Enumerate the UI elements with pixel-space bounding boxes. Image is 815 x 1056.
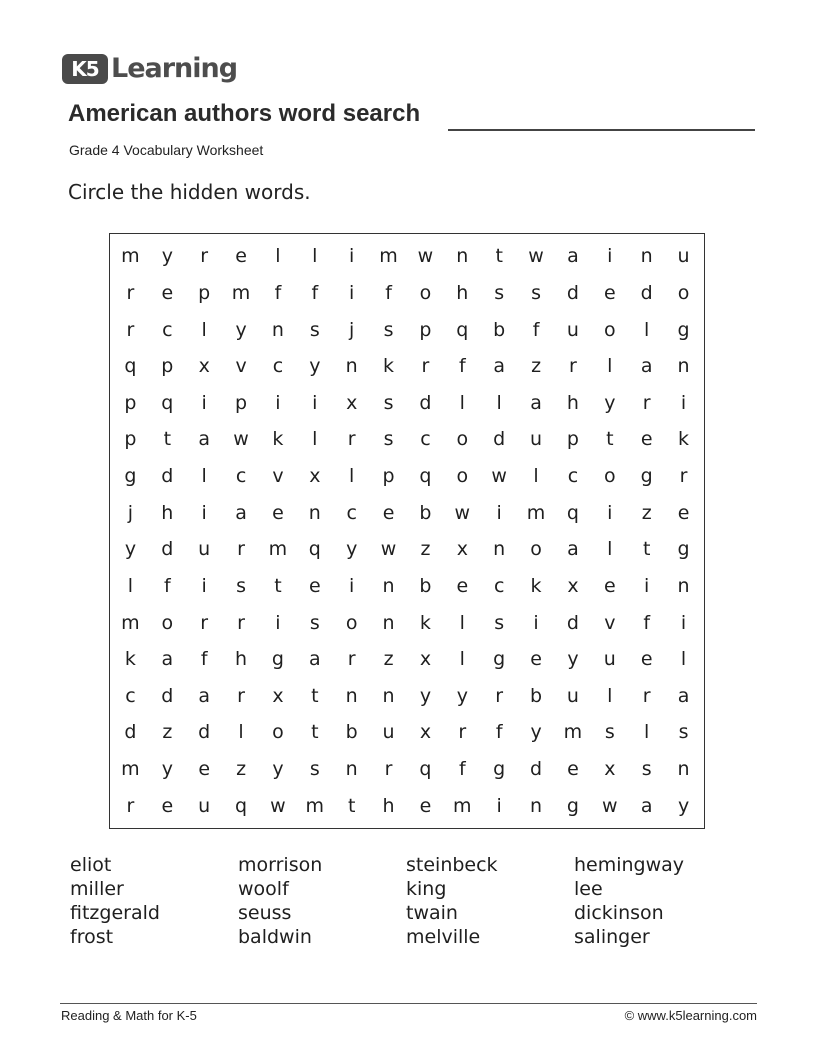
grid-letter: m <box>379 245 398 268</box>
grid-letter: k <box>530 574 542 597</box>
grid-letter: i <box>201 391 207 414</box>
grid-letter: l <box>238 721 244 744</box>
grid-letter: c <box>493 574 505 597</box>
grid-letter: y <box>161 758 173 781</box>
grid-letter: f <box>458 758 466 781</box>
grid-letter: l <box>680 648 687 671</box>
grid-letter: u <box>566 318 579 341</box>
word-list-item: melville <box>406 926 481 948</box>
grid-letter: y <box>604 391 616 414</box>
grid-letter: w <box>270 794 286 817</box>
grid-letter: a <box>198 428 211 451</box>
grid-letter: a <box>567 245 579 268</box>
grid-letter: g <box>640 465 653 488</box>
grid-letter: o <box>345 611 358 634</box>
grid-letter: l <box>312 245 318 268</box>
grid-letter: x <box>419 721 432 744</box>
word-list-item: lee <box>574 878 603 900</box>
grid-letter: s <box>604 721 615 744</box>
grid-letter: t <box>606 428 614 451</box>
grid-letter: i <box>533 611 539 634</box>
grid-letter: t <box>642 538 651 561</box>
grid-letter: x <box>309 465 321 488</box>
grid-letter: v <box>604 611 616 634</box>
footer-website: © www.k5learning.com <box>624 1008 757 1023</box>
grid-letter: i <box>312 391 318 414</box>
grid-letter: o <box>456 465 469 488</box>
grid-letter: r <box>126 318 135 341</box>
grid-letter: v <box>272 465 284 488</box>
grid-letter: i <box>201 501 207 524</box>
grid-letter: r <box>569 355 577 378</box>
grid-letter: q <box>419 758 432 781</box>
grid-letter: g <box>271 648 284 671</box>
grid-letter: e <box>677 501 690 524</box>
grid-letter: p <box>235 391 248 414</box>
word-list-item: morrison <box>238 854 323 876</box>
grid-letter: r <box>495 684 504 707</box>
grid-letter: z <box>383 648 394 671</box>
grid-letter: s <box>236 574 247 597</box>
grid-letter: k <box>383 355 395 378</box>
grid-letter: d <box>493 428 506 451</box>
grid-letter: b <box>493 318 506 341</box>
grid-letter: j <box>349 318 355 341</box>
grid-letter: v <box>235 355 247 378</box>
word-search-grid <box>109 233 705 829</box>
grid-letter: o <box>677 281 690 304</box>
k5-learning-logo <box>62 44 237 84</box>
grid-letter: o <box>161 611 174 634</box>
grid-letter: e <box>419 794 432 817</box>
grid-letter: r <box>126 794 135 817</box>
grid-letter: l <box>349 465 355 488</box>
grid-letter: w <box>233 428 249 451</box>
grid-letter: o <box>604 465 616 488</box>
grid-letter: i <box>275 611 281 634</box>
grid-letter: g <box>124 465 137 488</box>
grid-letter: c <box>125 684 136 707</box>
grid-letter: i <box>349 281 355 304</box>
grid-letter: e <box>640 428 653 451</box>
grid-letter: b <box>419 501 432 524</box>
grid-letter: g <box>493 758 506 781</box>
grid-letter: f <box>163 574 171 597</box>
grid-letter: a <box>640 794 653 817</box>
grid-letter: s <box>309 318 320 341</box>
grid-letter: w <box>454 501 471 524</box>
grid-letter: n <box>308 501 321 524</box>
grid-letter: w <box>602 794 618 817</box>
grid-letter: a <box>640 355 653 378</box>
grid-letter: e <box>640 648 653 671</box>
grid-letter: c <box>420 428 431 451</box>
grid-letter: l <box>644 318 650 341</box>
grid-letter: l <box>607 538 613 561</box>
word-list-item: dickinson <box>574 902 664 924</box>
grid-letter: l <box>459 611 465 634</box>
grid-letter: n <box>456 245 469 268</box>
grid-letter: o <box>272 721 284 744</box>
grid-letter: m <box>305 794 325 817</box>
grid-letter: t <box>311 684 319 707</box>
grid-letter: e <box>603 281 616 304</box>
grid-letter: j <box>127 501 134 524</box>
grid-letter: u <box>677 245 690 268</box>
grid-letter: n <box>382 611 395 634</box>
grid-letter: h <box>456 281 469 304</box>
grid-letter: e <box>308 574 321 597</box>
grid-letter: s <box>309 611 320 634</box>
footer-tagline: Reading & Math for K-5 <box>61 1008 197 1023</box>
grid-letter: r <box>642 391 651 414</box>
logo-badge: K5 <box>62 54 108 84</box>
word-list-item: salinger <box>574 926 650 948</box>
grid-letter: q <box>419 465 432 488</box>
grid-letter: n <box>345 758 358 781</box>
grid-letter: f <box>532 318 540 341</box>
grid-letter: u <box>198 538 211 561</box>
grid-letter: r <box>237 611 245 634</box>
grid-letter: y <box>309 355 321 378</box>
grid-letter: d <box>161 538 174 561</box>
grid-letter: t <box>274 574 282 597</box>
grid-letter: e <box>161 794 174 817</box>
grid-letter: n <box>271 318 284 341</box>
grid-letter: k <box>419 611 431 634</box>
grid-letter: c <box>346 501 357 524</box>
grid-letter: n <box>345 684 358 707</box>
grid-letter: b <box>345 721 358 744</box>
grid-letter: q <box>308 538 321 561</box>
word-list-item: miller <box>70 878 124 900</box>
grid-letter: t <box>495 245 503 268</box>
grid-letter: d <box>640 281 653 304</box>
grid-letter: q <box>456 318 469 341</box>
grid-letter: h <box>161 501 174 524</box>
grid-letter: m <box>268 538 288 561</box>
grid-letter: r <box>347 428 356 451</box>
grid-letter: x <box>198 355 210 378</box>
word-list-item: frost <box>70 926 114 948</box>
grid-letter: d <box>198 721 211 744</box>
grid-letter: n <box>382 574 395 597</box>
grid-letter: y <box>161 245 173 268</box>
grid-letter: i <box>607 501 613 524</box>
grid-letter: a <box>493 355 506 378</box>
word-list-item: twain <box>406 902 458 924</box>
grid-letter: o <box>419 281 432 304</box>
grid-letter: s <box>494 611 505 634</box>
footer-divider <box>60 1003 757 1004</box>
grid-letter: l <box>312 428 318 451</box>
grid-letter: b <box>419 574 432 597</box>
grid-letter: h <box>566 391 579 414</box>
grid-letter: x <box>272 684 284 707</box>
grid-letter: p <box>161 355 174 378</box>
grid-letter: n <box>530 794 543 817</box>
grid-letter: w <box>380 538 397 561</box>
grid-letter: y <box>677 794 690 817</box>
grid-letter: a <box>235 501 247 524</box>
grid-letter: s <box>531 281 542 304</box>
grid-letter: d <box>419 391 432 414</box>
grid-letter: z <box>162 721 173 744</box>
grid-letter: k <box>124 648 136 671</box>
grid-letter: z <box>420 538 431 561</box>
grid-letter: p <box>419 318 432 341</box>
grid-letter: u <box>566 684 579 707</box>
grid-letter: o <box>604 318 616 341</box>
grid-letter: a <box>567 538 579 561</box>
grid-letter: y <box>346 538 358 561</box>
grid-letter: r <box>458 721 467 744</box>
grid-letter: c <box>162 318 173 341</box>
grid-letter: i <box>680 391 687 414</box>
grid-letter: y <box>456 684 468 707</box>
grid-letter: n <box>640 245 653 268</box>
grid-letter: q <box>124 355 137 378</box>
grid-letter: c <box>235 465 247 488</box>
grid-letter: f <box>643 611 651 634</box>
grid-letter: s <box>309 758 320 781</box>
grid-letter: n <box>493 538 506 561</box>
grid-letter: o <box>456 428 469 451</box>
grid-letter: l <box>533 465 539 488</box>
grid-letter: m <box>563 721 583 744</box>
grid-letter: d <box>530 758 543 781</box>
grid-letter: e <box>198 758 211 781</box>
grid-letter: r <box>384 758 393 781</box>
grid-letter: y <box>567 648 579 671</box>
grid-letter: e <box>161 281 174 304</box>
grid-letter: r <box>126 281 135 304</box>
grid-letter: r <box>642 684 651 707</box>
grid-letter: u <box>382 721 395 744</box>
grid-letter: c <box>272 355 284 378</box>
grid-letter: l <box>127 574 134 597</box>
grid-letter: x <box>604 758 616 781</box>
grid-letter: p <box>198 281 211 304</box>
grid-letter: z <box>236 758 247 781</box>
grid-letter: e <box>235 245 247 268</box>
word-list-item: hemingway <box>574 854 685 876</box>
grid-letter: l <box>275 245 281 268</box>
grid-letter: r <box>200 245 209 268</box>
grid-letter: e <box>456 574 469 597</box>
grid-letter: k <box>272 428 284 451</box>
grid-letter: i <box>496 794 502 817</box>
grid-letter: y <box>530 721 542 744</box>
grid-letter: k <box>678 428 690 451</box>
grid-letter: m <box>453 794 472 817</box>
grid-letter: e <box>567 758 579 781</box>
grid-letter: w <box>491 465 507 488</box>
word-list-item: king <box>406 878 447 900</box>
grid-letter: w <box>528 245 544 268</box>
grid-letter: n <box>677 574 690 597</box>
grid-letter: e <box>530 648 542 671</box>
grid-letter: s <box>641 758 652 781</box>
grid-letter: p <box>124 391 137 414</box>
grid-letter: a <box>308 648 321 671</box>
word-list-item: eliot <box>70 854 112 876</box>
grid-letter: e <box>382 501 395 524</box>
grid-letter: i <box>275 391 281 414</box>
grid-letter: n <box>345 355 358 378</box>
grid-letter: p <box>382 465 395 488</box>
grid-letter: i <box>349 245 355 268</box>
grid-letter: d <box>566 611 579 634</box>
grid-letter: l <box>201 318 207 341</box>
grid-letter: p <box>124 428 137 451</box>
grid-letter: g <box>677 318 690 341</box>
grid-letter: f <box>385 281 392 304</box>
word-list-item: steinbeck <box>406 854 498 876</box>
grid-letter: f <box>311 281 319 304</box>
grid-letter: o <box>530 538 542 561</box>
logo-text: Learning <box>111 53 238 84</box>
grid-letter: d <box>161 684 174 707</box>
grid-letter: x <box>567 574 579 597</box>
word-list <box>70 854 750 950</box>
grid-letter: a <box>198 684 211 707</box>
grid-letter: l <box>459 648 465 671</box>
grid-letter: s <box>678 721 689 744</box>
grid-letter: n <box>677 355 690 378</box>
grid-letter: a <box>677 684 690 707</box>
grid-letter: l <box>496 391 502 414</box>
grid-letter: i <box>496 501 502 524</box>
grid-letter: z <box>641 501 652 524</box>
grid-letter: l <box>607 684 613 707</box>
grid-letter: l <box>644 721 650 744</box>
grid-letter: l <box>459 391 465 414</box>
grid-letter: y <box>124 538 137 561</box>
grid-letter: t <box>347 794 356 817</box>
grid-letter: i <box>201 574 207 597</box>
grid-letter: y <box>419 684 432 707</box>
grid-letter: f <box>495 721 503 744</box>
grid-letter: f <box>458 355 466 378</box>
grid-letter: s <box>383 318 394 341</box>
grid-letter: g <box>566 794 579 817</box>
instructions: Circle the hidden words. <box>68 180 311 204</box>
grid-letter: m <box>526 501 546 524</box>
grid-letter: u <box>603 648 616 671</box>
page-title: American authors word search <box>68 100 421 127</box>
grid-letter: i <box>607 245 613 268</box>
grid-letter: t <box>163 428 172 451</box>
grid-letter: r <box>347 648 356 671</box>
grid-letter: x <box>419 648 432 671</box>
grid-letter: q <box>566 501 579 524</box>
word-list-item: baldwin <box>238 926 312 948</box>
grid-letter: x <box>456 538 468 561</box>
grid-letter: r <box>421 355 430 378</box>
grid-letter: r <box>237 538 245 561</box>
grid-letter: i <box>349 574 355 597</box>
grid-letter: e <box>603 574 616 597</box>
grid-letter: f <box>274 281 282 304</box>
grid-letter: e <box>272 501 284 524</box>
page-subtitle: Grade 4 Vocabulary Worksheet <box>69 142 264 158</box>
grid-letter: b <box>530 684 543 707</box>
grid-letter: r <box>237 684 245 707</box>
grid-letter: r <box>679 465 688 488</box>
grid-letter: l <box>201 465 207 488</box>
grid-letter: i <box>680 611 687 634</box>
grid-letter: d <box>124 721 137 744</box>
grid-letter: d <box>161 465 174 488</box>
grid-letter: r <box>200 611 209 634</box>
grid-letter: d <box>566 281 579 304</box>
grid-letter: u <box>530 428 543 451</box>
grid-letter: h <box>382 794 395 817</box>
grid-letter: n <box>677 758 690 781</box>
title-underline <box>448 129 755 131</box>
grid-letter: q <box>161 391 174 414</box>
grid-letter: m <box>121 245 140 268</box>
grid-letter: q <box>235 794 248 817</box>
grid-letter: f <box>200 648 208 671</box>
word-list-item: fitzgerald <box>70 902 160 924</box>
grid-letter: y <box>272 758 284 781</box>
grid-letter: n <box>382 684 395 707</box>
grid-letter: h <box>235 648 248 671</box>
grid-letter: u <box>198 794 211 817</box>
grid-letter: g <box>493 648 506 671</box>
grid-letter: i <box>644 574 650 597</box>
grid-letter: m <box>121 758 140 781</box>
grid-letter: t <box>311 721 319 744</box>
grid-letter: s <box>383 428 394 451</box>
word-list-item: seuss <box>238 902 292 924</box>
grid-letter: w <box>417 245 434 268</box>
grid-letter: l <box>607 355 613 378</box>
grid-letter: y <box>235 318 247 341</box>
grid-letter: m <box>231 281 251 304</box>
grid-letter: m <box>121 611 140 634</box>
grid-letter: c <box>567 465 579 488</box>
grid-letter: s <box>494 281 505 304</box>
grid-letter: a <box>161 648 174 671</box>
grid-letter: p <box>566 428 579 451</box>
word-list-item: woolf <box>238 878 289 900</box>
grid-letter: x <box>346 391 358 414</box>
grid-letter: g <box>677 538 690 561</box>
grid-letter: a <box>530 391 542 414</box>
grid-letter: s <box>383 391 394 414</box>
grid-letter: z <box>531 355 542 378</box>
